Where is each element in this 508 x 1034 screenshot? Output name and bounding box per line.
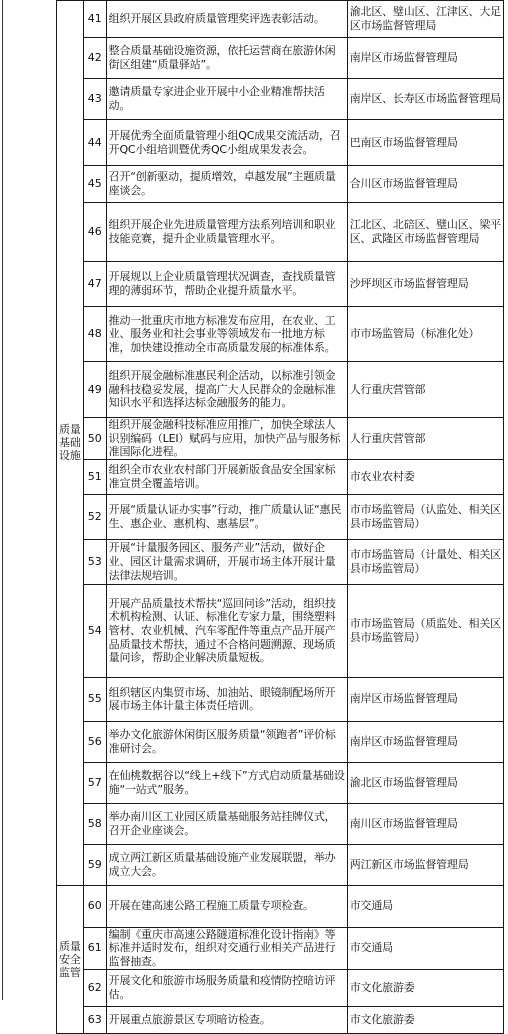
- table-row: [57, 539, 504, 584]
- row-number: 61: [83, 927, 106, 969]
- row-number: 45: [83, 166, 106, 203]
- row-number: 42: [83, 38, 106, 79]
- task-content: 开展“质量认证办实事”行动，推广质量认证“惠民生、惠企业、惠机构、惠基层”。: [106, 494, 347, 539]
- task-content: 推动一批重庆市地方标准发布应用，在农业、工业、服务业和社会事业等领域发布一批地方标准，加快建设推动全市高质量发展的标准体系。: [106, 307, 347, 362]
- task-table-body: [57, 1, 504, 1034]
- row-number: 54: [83, 584, 106, 677]
- row-number: 62: [83, 969, 106, 1006]
- responsible-unit: 市农业农村委: [347, 459, 503, 494]
- row-number: 51: [83, 459, 106, 494]
- task-content: 开展规以上企业质量管理状况调查，查找质量管理的薄弱环节，帮助企业提升质量水平。: [106, 262, 347, 307]
- table-row: [57, 79, 504, 120]
- responsible-unit: 南岸区市场监督管理局: [347, 721, 503, 762]
- table-row: [57, 38, 504, 79]
- row-number: 50: [83, 418, 106, 460]
- task-content: 组织开展金融科技标准应用推广，加快全球法人识别编码（LEI）赋码与应用，加快产品与服务标准国际化进程。: [106, 418, 347, 460]
- responsible-unit: 渝北区、璧山区、江津区、大足区市场监督管理局: [347, 1, 503, 38]
- row-number: 47: [83, 262, 106, 307]
- responsible-unit: 江北区、北碚区、璧山区、梁平区、武隆区市场监督管理局: [347, 203, 503, 262]
- task-content: 举办文化旅游休闲街区服务质量“领跑者”评价标准研讨会。: [106, 721, 347, 762]
- table-row: [57, 166, 504, 203]
- category-cell: 质量 基础 设施: [57, 1, 84, 886]
- task-content: 成立两江新区质量基础设施产业发展联盟，举办成立大会。: [106, 844, 347, 885]
- table-row: [57, 203, 504, 262]
- table-row: [57, 307, 504, 362]
- table-row: [57, 885, 504, 927]
- table-row: [57, 969, 504, 1006]
- responsible-unit: 合川区市场监督管理局: [347, 166, 503, 203]
- task-content: 开展文化和旅游市场服务质量和疫情防控暗访评估。: [106, 969, 347, 1006]
- row-number: 41: [83, 1, 106, 38]
- responsible-unit: 渝北区市场监督管理局: [347, 762, 503, 803]
- task-content: 组织全市农业农村部门开展新版食品安全国家标准宣贯全覆盖培训。: [106, 459, 347, 494]
- responsible-unit: 南岸区、长寿区市场监督管理局: [347, 79, 503, 120]
- responsible-unit: 南岸区市场监督管理局: [347, 38, 503, 79]
- responsible-unit: 市市场监管局（质监处、相关区县市场监管局）: [347, 584, 503, 677]
- table-row: [57, 362, 504, 418]
- responsible-unit: 市文化旅游委: [347, 1006, 503, 1033]
- table-row: [57, 927, 504, 969]
- row-number: 53: [83, 539, 106, 584]
- table-row: [57, 762, 504, 803]
- task-content: 邀请质量专家进企业开展中小企业精准帮扶活动。: [106, 79, 347, 120]
- responsible-unit: 市交通局: [347, 927, 503, 969]
- responsible-unit: 南岸区市场监督管理局: [347, 677, 503, 721]
- task-content: 整合质量基础设施资源，依托运营商在旅游休闲街区组建“质量驿站”。: [106, 38, 347, 79]
- table-row: [57, 1006, 504, 1033]
- row-number: 58: [83, 803, 106, 844]
- row-number: 55: [83, 677, 106, 721]
- responsible-unit: 两江新区市场监督管理局: [347, 844, 503, 885]
- table-row: [57, 262, 504, 307]
- row-number: 57: [83, 762, 106, 803]
- row-number: 48: [83, 307, 106, 362]
- task-content: 开展重点旅游景区专项暗访检查。: [106, 1006, 347, 1033]
- responsible-unit: 巴南区市场监督管理局: [347, 120, 503, 166]
- responsible-unit: 沙坪坝区市场监督管理局: [347, 262, 503, 307]
- task-content: 编制《重庆市高速公路隧道标准化设计指南》等标准并适时发布，组织对交通行业相关产品进行监督抽查。: [106, 927, 347, 969]
- responsible-unit: 人行重庆营管部: [347, 362, 503, 418]
- task-content: 开展产品质量技术帮扶“巡回问诊”活动，组织技术机构检测、认证、标准化专家力量，围绕塑料管材、农业机械、汽车零配件等重点产品开展产品质量技术帮扶，通过不合格问题溯源、现场质量问诊，帮助企业解决质量短板。: [106, 584, 347, 677]
- table-row: [57, 494, 504, 539]
- row-number: 59: [83, 844, 106, 885]
- task-content: 组织开展企业先进质量管理方法系列培训和职业技能竞赛，提升企业质量管理水平。: [106, 203, 347, 262]
- task-table: [56, 0, 504, 1034]
- responsible-unit: 市交通局: [347, 885, 503, 927]
- category-cell: 质量 安全 监管: [57, 885, 84, 1033]
- table-row: [57, 120, 504, 166]
- row-number: 49: [83, 362, 106, 418]
- responsible-unit: 市市场监管局（计量处、相关区县市场监管局）: [347, 539, 503, 584]
- table-row: [57, 721, 504, 762]
- row-number: 60: [83, 885, 106, 927]
- responsible-unit: 市文化旅游委: [347, 969, 503, 1006]
- table-row: [57, 1, 504, 38]
- row-number: 56: [83, 721, 106, 762]
- task-content: 开展优秀全面质量管理小组QC成果交流活动，召开QC小组培训暨优秀QC小组成果发表会。: [106, 120, 347, 166]
- table-row: [57, 844, 504, 885]
- task-content: 组织开展区县政府质量管理奖评选表彰活动。: [106, 1, 347, 38]
- task-content: 召开“创新驱动，提质增效，卓越发展”主题质量座谈会。: [106, 166, 347, 203]
- row-number: 52: [83, 494, 106, 539]
- table-row: [57, 677, 504, 721]
- task-content: 组织辖区内集贸市场、加油站、眼镜制配场所开展市场主体计量主体责任培训。: [106, 677, 347, 721]
- table-row: [57, 459, 504, 494]
- row-number: 43: [83, 79, 106, 120]
- responsible-unit: 市市场监管局（标准化处）: [347, 307, 503, 362]
- responsible-unit: 南川区市场监督管理局: [347, 803, 503, 844]
- task-content: 举办南川区工业园区质量基础服务站挂牌仪式，召开企业座谈会。: [106, 803, 347, 844]
- row-number: 63: [83, 1006, 106, 1033]
- table-row: [57, 803, 504, 844]
- task-content: 组织开展金融标准惠民利企活动，以标准引领金融科技稳妥发展，提高广大人民群众的金融标准知识水平和选择达标金融服务的能力。: [106, 362, 347, 418]
- task-content: 在仙桃数据谷以“线上+线下”方式启动质量基础设施“一站式”服务。: [106, 762, 347, 803]
- table-row: [57, 418, 504, 460]
- task-content: 开展在建高速公路工程施工质量专项检查。: [106, 885, 347, 927]
- table-row: [57, 584, 504, 677]
- row-number: 46: [83, 203, 106, 262]
- responsible-unit: 市市场监管局（认监处、相关区县市场监管局）: [347, 494, 503, 539]
- row-number: 44: [83, 120, 106, 166]
- task-content: 开展“计量服务园区、服务产业”活动，做好企业、园区计量需求调研，开展市场主体开展计量法律法规培训。: [106, 539, 347, 584]
- responsible-unit: 人行重庆营管部: [347, 418, 503, 460]
- page-edge-line: [2, 0, 3, 1000]
